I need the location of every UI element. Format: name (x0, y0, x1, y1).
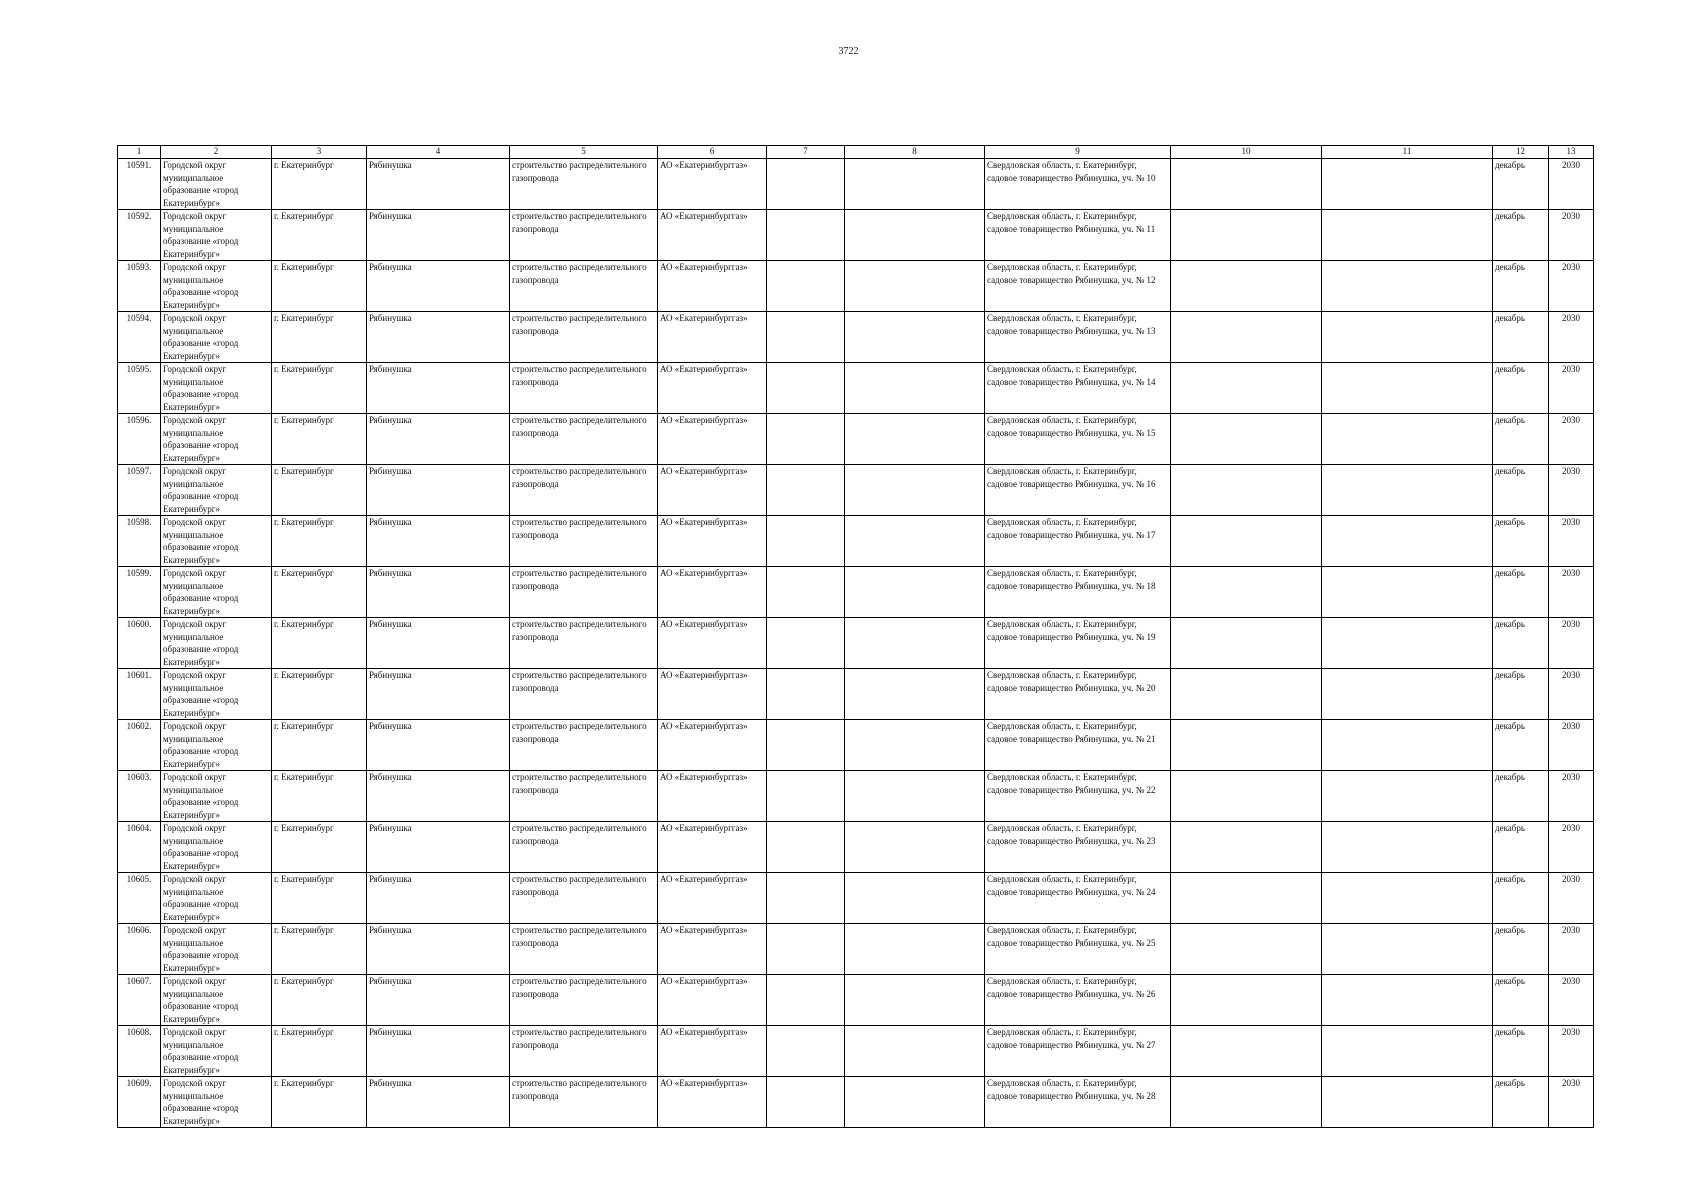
work-type-cell: строительство распределительного газопровода (510, 873, 658, 924)
row-number-cell: 10601. (118, 669, 161, 720)
table-row (118, 363, 1594, 414)
organization-cell: АО «Екатеринбурггаз» (658, 771, 767, 822)
month-cell: декабрь (1493, 363, 1549, 414)
row-number-cell: 10596. (118, 414, 161, 465)
settlement-cell: Рябинушка (367, 771, 510, 822)
table-row (118, 822, 1594, 873)
work-type-cell: строительство распределительного газопровода (510, 312, 658, 363)
column-7-cell (767, 618, 845, 669)
page-number: 3722 (838, 46, 859, 57)
month-cell: декабрь (1493, 465, 1549, 516)
row-number-cell: 10597. (118, 465, 161, 516)
column-10-cell (1171, 465, 1322, 516)
column-11-cell (1322, 210, 1493, 261)
month-cell: декабрь (1493, 1026, 1549, 1077)
column-header-1: 1 (118, 146, 161, 159)
column-8-cell (845, 924, 985, 975)
municipality-cell: Городской округ муниципальное образование «город Екатеринбург» (161, 210, 272, 261)
month-cell: декабрь (1493, 210, 1549, 261)
work-type-cell: строительство распределительного газопровода (510, 1026, 658, 1077)
column-10-cell (1171, 618, 1322, 669)
column-10-cell (1171, 363, 1322, 414)
column-11-cell (1322, 414, 1493, 465)
year-cell: 2030 (1549, 414, 1594, 465)
year-cell: 2030 (1549, 1026, 1594, 1077)
address-cell: Свердловская область, г. Екатеринбург, садовое товарищество Рябинушка, уч. № 16 (985, 465, 1171, 516)
settlement-cell: Рябинушка (367, 924, 510, 975)
column-8-cell (845, 720, 985, 771)
column-11-cell (1322, 924, 1493, 975)
column-10-cell (1171, 261, 1322, 312)
locality-cell: г. Екатеринбург (272, 975, 367, 1026)
month-cell: декабрь (1493, 822, 1549, 873)
organization-cell: АО «Екатеринбурггаз» (658, 822, 767, 873)
row-number-cell: 10595. (118, 363, 161, 414)
municipality-cell: Городской округ муниципальное образование «город Екатеринбург» (161, 822, 272, 873)
column-7-cell (767, 363, 845, 414)
column-7-cell (767, 720, 845, 771)
column-7-cell (767, 1077, 845, 1128)
column-8-cell (845, 159, 985, 210)
column-11-cell (1322, 159, 1493, 210)
work-type-cell: строительство распределительного газопровода (510, 261, 658, 312)
municipality-cell: Городской округ муниципальное образование «город Екатеринбург» (161, 975, 272, 1026)
locality-cell: г. Екатеринбург (272, 771, 367, 822)
row-number-cell: 10592. (118, 210, 161, 261)
column-11-cell (1322, 465, 1493, 516)
year-cell: 2030 (1549, 516, 1594, 567)
table-row (118, 516, 1594, 567)
month-cell: декабрь (1493, 312, 1549, 363)
table-row (118, 261, 1594, 312)
settlement-cell: Рябинушка (367, 414, 510, 465)
row-number-cell: 10599. (118, 567, 161, 618)
year-cell: 2030 (1549, 261, 1594, 312)
municipality-cell: Городской округ муниципальное образование «город Екатеринбург» (161, 618, 272, 669)
year-cell: 2030 (1549, 1077, 1594, 1128)
column-7-cell (767, 159, 845, 210)
column-header-12: 12 (1493, 146, 1549, 159)
organization-cell: АО «Екатеринбурггаз» (658, 516, 767, 567)
table-row (118, 567, 1594, 618)
header-row (118, 146, 1594, 159)
column-11-cell (1322, 669, 1493, 720)
column-11-cell (1322, 822, 1493, 873)
locality-cell: г. Екатеринбург (272, 414, 367, 465)
organization-cell: АО «Екатеринбурггаз» (658, 567, 767, 618)
address-cell: Свердловская область, г. Екатеринбург, садовое товарищество Рябинушка, уч. № 20 (985, 669, 1171, 720)
year-cell: 2030 (1549, 924, 1594, 975)
column-8-cell (845, 312, 985, 363)
table-row (118, 975, 1594, 1026)
column-header-6: 6 (658, 146, 767, 159)
column-10-cell (1171, 822, 1322, 873)
column-10-cell (1171, 1077, 1322, 1128)
locality-cell: г. Екатеринбург (272, 516, 367, 567)
organization-cell: АО «Екатеринбурггаз» (658, 975, 767, 1026)
organization-cell: АО «Екатеринбурггаз» (658, 312, 767, 363)
year-cell: 2030 (1549, 210, 1594, 261)
column-8-cell (845, 465, 985, 516)
column-8-cell (845, 516, 985, 567)
column-11-cell (1322, 720, 1493, 771)
year-cell: 2030 (1549, 567, 1594, 618)
table-row (118, 1077, 1594, 1128)
year-cell: 2030 (1549, 312, 1594, 363)
locality-cell: г. Екатеринбург (272, 363, 367, 414)
settlement-cell: Рябинушка (367, 567, 510, 618)
address-cell: Свердловская область, г. Екатеринбург, садовое товарищество Рябинушка, уч. № 13 (985, 312, 1171, 363)
locality-cell: г. Екатеринбург (272, 720, 367, 771)
address-cell: Свердловская область, г. Екатеринбург, садовое товарищество Рябинушка, уч. № 28 (985, 1077, 1171, 1128)
settlement-cell: Рябинушка (367, 159, 510, 210)
locality-cell: г. Екатеринбург (272, 1077, 367, 1128)
municipality-cell: Городской округ муниципальное образование «город Екатеринбург» (161, 771, 272, 822)
municipality-cell: Городской округ муниципальное образование «город Екатеринбург» (161, 159, 272, 210)
locality-cell: г. Екатеринбург (272, 261, 367, 312)
column-header-4: 4 (367, 146, 510, 159)
column-11-cell (1322, 516, 1493, 567)
column-7-cell (767, 516, 845, 567)
row-number-cell: 10604. (118, 822, 161, 873)
table-row (118, 159, 1594, 210)
column-11-cell (1322, 771, 1493, 822)
column-10-cell (1171, 516, 1322, 567)
table-row (118, 873, 1594, 924)
organization-cell: АО «Екатеринбурггаз» (658, 414, 767, 465)
table-row (118, 312, 1594, 363)
column-header-13: 13 (1549, 146, 1594, 159)
column-11-cell (1322, 1026, 1493, 1077)
month-cell: декабрь (1493, 516, 1549, 567)
organization-cell: АО «Екатеринбурггаз» (658, 720, 767, 771)
column-11-cell (1322, 975, 1493, 1026)
column-header-2: 2 (161, 146, 272, 159)
column-7-cell (767, 261, 845, 312)
work-type-cell: строительство распределительного газопровода (510, 924, 658, 975)
column-10-cell (1171, 873, 1322, 924)
address-cell: Свердловская область, г. Екатеринбург, садовое товарищество Рябинушка, уч. № 21 (985, 720, 1171, 771)
locality-cell: г. Екатеринбург (272, 567, 367, 618)
work-type-cell: строительство распределительного газопровода (510, 618, 658, 669)
work-type-cell: строительство распределительного газопровода (510, 669, 658, 720)
organization-cell: АО «Екатеринбурггаз» (658, 465, 767, 516)
column-8-cell (845, 210, 985, 261)
work-type-cell: строительство распределительного газопровода (510, 822, 658, 873)
month-cell: декабрь (1493, 873, 1549, 924)
settlement-cell: Рябинушка (367, 822, 510, 873)
work-type-cell: строительство распределительного газопровода (510, 363, 658, 414)
table-row (118, 414, 1594, 465)
address-cell: Свердловская область, г. Екатеринбург, садовое товарищество Рябинушка, уч. № 11 (985, 210, 1171, 261)
municipality-cell: Городской округ муниципальное образование «город Екатеринбург» (161, 261, 272, 312)
table-row (118, 720, 1594, 771)
locality-cell: г. Екатеринбург (272, 669, 367, 720)
table-body (118, 159, 1594, 1128)
row-number-cell: 10602. (118, 720, 161, 771)
column-7-cell (767, 924, 845, 975)
column-11-cell (1322, 261, 1493, 312)
column-7-cell (767, 873, 845, 924)
month-cell: декабрь (1493, 1077, 1549, 1128)
month-cell: декабрь (1493, 720, 1549, 771)
column-8-cell (845, 261, 985, 312)
locality-cell: г. Екатеринбург (272, 822, 367, 873)
month-cell: декабрь (1493, 975, 1549, 1026)
settlement-cell: Рябинушка (367, 465, 510, 516)
address-cell: Свердловская область, г. Екатеринбург, садовое товарищество Рябинушка, уч. № 17 (985, 516, 1171, 567)
settlement-cell: Рябинушка (367, 1026, 510, 1077)
work-type-cell: строительство распределительного газопровода (510, 516, 658, 567)
municipality-cell: Городской округ муниципальное образование «город Екатеринбург» (161, 363, 272, 414)
column-10-cell (1171, 159, 1322, 210)
column-header-5: 5 (510, 146, 658, 159)
municipality-cell: Городской округ муниципальное образование «город Екатеринбург» (161, 312, 272, 363)
locality-cell: г. Екатеринбург (272, 924, 367, 975)
column-7-cell (767, 210, 845, 261)
settlement-cell: Рябинушка (367, 975, 510, 1026)
column-8-cell (845, 873, 985, 924)
locality-cell: г. Екатеринбург (272, 1026, 367, 1077)
column-header-11: 11 (1322, 146, 1493, 159)
row-number-cell: 10608. (118, 1026, 161, 1077)
address-cell: Свердловская область, г. Екатеринбург, садовое товарищество Рябинушка, уч. № 23 (985, 822, 1171, 873)
settlement-cell: Рябинушка (367, 720, 510, 771)
work-type-cell: строительство распределительного газопровода (510, 465, 658, 516)
work-type-cell: строительство распределительного газопровода (510, 414, 658, 465)
year-cell: 2030 (1549, 975, 1594, 1026)
municipality-cell: Городской округ муниципальное образование «город Екатеринбург» (161, 1077, 272, 1128)
organization-cell: АО «Екатеринбурггаз» (658, 363, 767, 414)
settlement-cell: Рябинушка (367, 873, 510, 924)
locality-cell: г. Екатеринбург (272, 618, 367, 669)
row-number-cell: 10606. (118, 924, 161, 975)
address-cell: Свердловская область, г. Екатеринбург, садовое товарищество Рябинушка, уч. № 12 (985, 261, 1171, 312)
month-cell: декабрь (1493, 261, 1549, 312)
row-number-cell: 10605. (118, 873, 161, 924)
month-cell: декабрь (1493, 567, 1549, 618)
column-7-cell (767, 771, 845, 822)
row-number-cell: 10594. (118, 312, 161, 363)
column-header-8: 8 (845, 146, 985, 159)
column-10-cell (1171, 924, 1322, 975)
column-8-cell (845, 618, 985, 669)
column-8-cell (845, 414, 985, 465)
municipality-cell: Городской округ муниципальное образование «город Екатеринбург» (161, 414, 272, 465)
work-type-cell: строительство распределительного газопровода (510, 975, 658, 1026)
address-cell: Свердловская область, г. Екатеринбург, садовое товарищество Рябинушка, уч. № 26 (985, 975, 1171, 1026)
work-type-cell: строительство распределительного газопровода (510, 159, 658, 210)
column-7-cell (767, 822, 845, 873)
month-cell: декабрь (1493, 159, 1549, 210)
year-cell: 2030 (1549, 465, 1594, 516)
column-header-7: 7 (767, 146, 845, 159)
locality-cell: г. Екатеринбург (272, 210, 367, 261)
address-cell: Свердловская область, г. Екатеринбург, садовое товарищество Рябинушка, уч. № 15 (985, 414, 1171, 465)
column-11-cell (1322, 873, 1493, 924)
municipality-cell: Городской округ муниципальное образование «город Екатеринбург» (161, 873, 272, 924)
table-row (118, 771, 1594, 822)
column-7-cell (767, 669, 845, 720)
column-8-cell (845, 567, 985, 618)
municipality-cell: Городской округ муниципальное образование «город Екатеринбург» (161, 1026, 272, 1077)
column-10-cell (1171, 210, 1322, 261)
address-cell: Свердловская область, г. Екатеринбург, садовое товарищество Рябинушка, уч. № 24 (985, 873, 1171, 924)
year-cell: 2030 (1549, 720, 1594, 771)
municipality-cell: Городской округ муниципальное образование «город Екатеринбург» (161, 669, 272, 720)
table-row (118, 465, 1594, 516)
settlement-cell: Рябинушка (367, 618, 510, 669)
settlement-cell: Рябинушка (367, 669, 510, 720)
column-header-9: 9 (985, 146, 1171, 159)
organization-cell: АО «Екатеринбурггаз» (658, 210, 767, 261)
organization-cell: АО «Екатеринбурггаз» (658, 261, 767, 312)
settlement-cell: Рябинушка (367, 516, 510, 567)
table-row (118, 210, 1594, 261)
organization-cell: АО «Екатеринбурггаз» (658, 873, 767, 924)
column-8-cell (845, 669, 985, 720)
register-table (117, 145, 1594, 1128)
address-cell: Свердловская область, г. Екатеринбург, садовое товарищество Рябинушка, уч. № 18 (985, 567, 1171, 618)
address-cell: Свердловская область, г. Екатеринбург, садовое товарищество Рябинушка, уч. № 14 (985, 363, 1171, 414)
column-8-cell (845, 1026, 985, 1077)
column-7-cell (767, 414, 845, 465)
table-row (118, 618, 1594, 669)
column-7-cell (767, 567, 845, 618)
year-cell: 2030 (1549, 363, 1594, 414)
locality-cell: г. Екатеринбург (272, 159, 367, 210)
work-type-cell: строительство распределительного газопровода (510, 1077, 658, 1128)
municipality-cell: Городской округ муниципальное образование «город Екатеринбург» (161, 516, 272, 567)
column-header-10: 10 (1171, 146, 1322, 159)
municipality-cell: Городской округ муниципальное образование «город Екатеринбург» (161, 924, 272, 975)
column-header-3: 3 (272, 146, 367, 159)
row-number-cell: 10603. (118, 771, 161, 822)
month-cell: декабрь (1493, 771, 1549, 822)
column-10-cell (1171, 771, 1322, 822)
row-number-cell: 10607. (118, 975, 161, 1026)
column-11-cell (1322, 567, 1493, 618)
organization-cell: АО «Екатеринбурггаз» (658, 669, 767, 720)
table-row (118, 1026, 1594, 1077)
municipality-cell: Городской округ муниципальное образование «город Екатеринбург» (161, 567, 272, 618)
year-cell: 2030 (1549, 669, 1594, 720)
column-10-cell (1171, 567, 1322, 618)
column-7-cell (767, 975, 845, 1026)
column-11-cell (1322, 363, 1493, 414)
column-7-cell (767, 312, 845, 363)
organization-cell: АО «Екатеринбурггаз» (658, 159, 767, 210)
settlement-cell: Рябинушка (367, 1077, 510, 1128)
address-cell: Свердловская область, г. Екатеринбург, садовое товарищество Рябинушка, уч. № 19 (985, 618, 1171, 669)
table-header (118, 146, 1594, 159)
row-number-cell: 10598. (118, 516, 161, 567)
work-type-cell: строительство распределительного газопровода (510, 771, 658, 822)
organization-cell: АО «Екатеринбурггаз» (658, 1077, 767, 1128)
settlement-cell: Рябинушка (367, 363, 510, 414)
column-10-cell (1171, 312, 1322, 363)
column-10-cell (1171, 669, 1322, 720)
address-cell: Свердловская область, г. Екатеринбург, садовое товарищество Рябинушка, уч. № 25 (985, 924, 1171, 975)
column-8-cell (845, 1077, 985, 1128)
year-cell: 2030 (1549, 159, 1594, 210)
year-cell: 2030 (1549, 822, 1594, 873)
locality-cell: г. Екатеринбург (272, 312, 367, 363)
year-cell: 2030 (1549, 618, 1594, 669)
column-8-cell (845, 975, 985, 1026)
row-number-cell: 10609. (118, 1077, 161, 1128)
settlement-cell: Рябинушка (367, 210, 510, 261)
column-10-cell (1171, 1026, 1322, 1077)
month-cell: декабрь (1493, 669, 1549, 720)
table-row (118, 669, 1594, 720)
work-type-cell: строительство распределительного газопровода (510, 567, 658, 618)
row-number-cell: 10591. (118, 159, 161, 210)
locality-cell: г. Екатеринбург (272, 873, 367, 924)
table-row (118, 924, 1594, 975)
year-cell: 2030 (1549, 771, 1594, 822)
column-10-cell (1171, 720, 1322, 771)
column-10-cell (1171, 975, 1322, 1026)
column-8-cell (845, 822, 985, 873)
column-8-cell (845, 771, 985, 822)
settlement-cell: Рябинушка (367, 312, 510, 363)
month-cell: декабрь (1493, 924, 1549, 975)
address-cell: Свердловская область, г. Екатеринбург, садовое товарищество Рябинушка, уч. № 27 (985, 1026, 1171, 1077)
column-7-cell (767, 1026, 845, 1077)
row-number-cell: 10600. (118, 618, 161, 669)
column-8-cell (845, 363, 985, 414)
work-type-cell: строительство распределительного газопровода (510, 720, 658, 771)
column-11-cell (1322, 618, 1493, 669)
month-cell: декабрь (1493, 618, 1549, 669)
column-10-cell (1171, 414, 1322, 465)
column-7-cell (767, 465, 845, 516)
row-number-cell: 10593. (118, 261, 161, 312)
work-type-cell: строительство распределительного газопровода (510, 210, 658, 261)
column-11-cell (1322, 312, 1493, 363)
organization-cell: АО «Екатеринбурггаз» (658, 924, 767, 975)
municipality-cell: Городской округ муниципальное образование «город Екатеринбург» (161, 720, 272, 771)
organization-cell: АО «Екатеринбурггаз» (658, 618, 767, 669)
year-cell: 2030 (1549, 873, 1594, 924)
address-cell: Свердловская область, г. Екатеринбург, садовое товарищество Рябинушка, уч. № 22 (985, 771, 1171, 822)
municipality-cell: Городской округ муниципальное образование «город Екатеринбург» (161, 465, 272, 516)
address-cell: Свердловская область, г. Екатеринбург, садовое товарищество Рябинушка, уч. № 10 (985, 159, 1171, 210)
settlement-cell: Рябинушка (367, 261, 510, 312)
organization-cell: АО «Екатеринбурггаз» (658, 1026, 767, 1077)
month-cell: декабрь (1493, 414, 1549, 465)
column-11-cell (1322, 1077, 1493, 1128)
locality-cell: г. Екатеринбург (272, 465, 367, 516)
